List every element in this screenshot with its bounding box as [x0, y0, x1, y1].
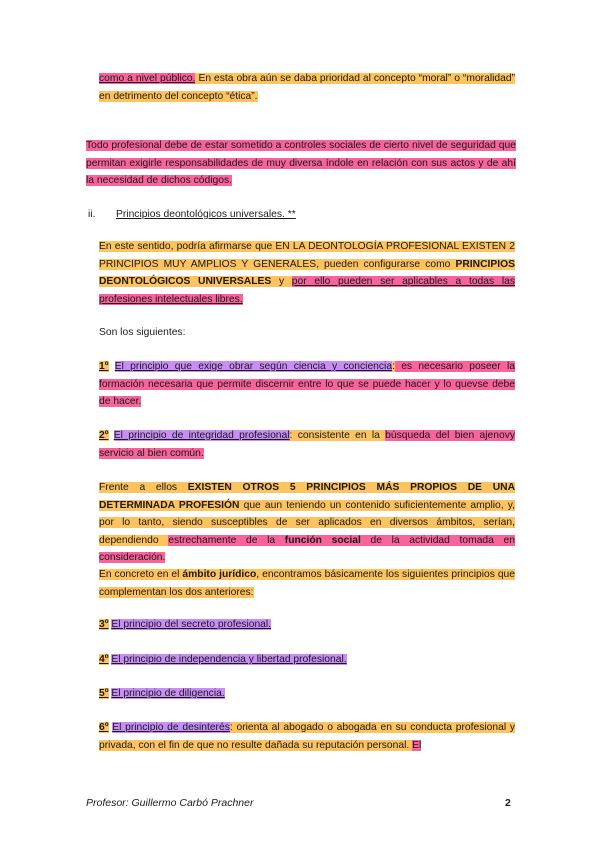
principle-title: El principio del secreto profesional.: [111, 619, 272, 630]
principle-title: El principio que exige obrar según ciencia y conciencia: [114, 361, 393, 372]
principle-number: 3º: [99, 619, 109, 630]
highlight-text: orienta al abogado o abogada en su conducta profesional y privada, con el fin de que no resulte dañada su reputación personal.: [99, 722, 516, 751]
highlight-text: estrechamente de la: [168, 534, 285, 546]
highlight-bold-text: EXISTEN OTROS 5 PRINCIPIOS MÁS PROPIOS DE UNA DETERMINADA PROFESIÓN: [99, 482, 516, 511]
highlight-text: que aun teniendo un contenido suficientemente amplio, y, por lo tanto, siendo susceptibles de ser aplicados en diversos ámbitos, serían, dependiendo: [99, 499, 515, 546]
paragraph-principio-4: [99, 651, 515, 669]
highlight-text: y: [271, 276, 292, 288]
highlight-text: , encontramos básicamente los siguientes principios que complementan los dos anteriores:: [99, 569, 516, 598]
principle-number: 2º: [99, 430, 109, 441]
principle-number: 1º: [99, 361, 109, 372]
highlight-text: búsqueda del bien ajenovy servicio al bien común.: [99, 430, 515, 459]
highlight-bold-text: ámbito jurídico: [182, 569, 257, 580]
paragraph-deontologia: [99, 238, 515, 308]
highlight-text: Todo profesional debe de estar sometido a controles sociales de cierto nivel de seguridad que permitan exigirle responsabilidades de muy diversa índole en relación con sus actos y de ahí la necesidad de dichos códigos.: [86, 140, 516, 187]
principle-title: El principio de desinterés: [112, 722, 230, 733]
page-number: 2: [505, 797, 511, 809]
section-heading: [88, 206, 296, 224]
highlight-text: El: [412, 739, 422, 751]
highlight-text: es necesario poseer la formación necesaria que permite discernir entre lo que se puede hacer y lo quevse debe de hacer.: [99, 361, 515, 408]
highlight-text: Frente a ellos: [99, 482, 188, 493]
paragraph-principio-5: [99, 685, 515, 703]
highlight-text: de la actividad tomada en consideración.: [99, 534, 515, 564]
highlight-text: :: [392, 361, 395, 372]
principle-title: El principio de diligencia.: [111, 688, 225, 699]
highlight-bold-text: función social: [284, 534, 361, 546]
plain-text: Son los siguientes:: [99, 327, 186, 338]
paragraph-controles: [86, 137, 516, 190]
paragraph-ambito-juridico: [99, 566, 515, 601]
paragraph-principio-1: [99, 358, 515, 411]
section-number: ii.: [88, 209, 96, 220]
paragraph-otros-principios: [99, 479, 515, 567]
paragraph-principio-2: [99, 427, 515, 462]
section-title: Principios deontológicos universales. **: [116, 209, 296, 220]
highlight-text: :: [229, 722, 233, 733]
highlight-bold-text: PRINCIPIOS DEONTOLÓGICOS UNIVERSALES: [99, 258, 515, 288]
principle-number: 6º: [99, 722, 109, 733]
highlight-text: En este sentido, podría afirmarse que EN LA DEONTOLOGÍA PROFESIONAL EXISTEN 2 PRINCIPIOS MUY AMPLIOS Y GENERALES, pueden configurarse como: [99, 241, 515, 270]
paragraph-principio-3: [99, 616, 515, 634]
paragraph-siguientes: [99, 324, 515, 342]
principle-title: El principio de independencia y libertad profesional.: [111, 654, 347, 665]
footer-author: Profesor: Guillermo Carbó Prachner: [86, 797, 254, 809]
paragraph-principio-6: [99, 719, 515, 754]
principle-number: 5º: [99, 688, 109, 699]
paragraph-intro: [99, 70, 515, 105]
principle-title: El principio de integridad profesional: [113, 430, 290, 441]
highlight-text: En esta obra aún se daba prioridad al concepto “moral” o “moralidad” en detrimento del concepto “ética”.: [99, 73, 516, 102]
principle-number: 4º: [99, 654, 109, 665]
highlight-text: :: [289, 430, 293, 441]
highlight-text: consistente en la: [292, 430, 386, 441]
highlight-text: como a nivel público.: [99, 73, 196, 84]
highlight-text: En concreto en el: [99, 569, 183, 580]
highlight-text: por ello pueden ser aplicables a todas las profesiones intelectuales libres.: [99, 276, 515, 305]
